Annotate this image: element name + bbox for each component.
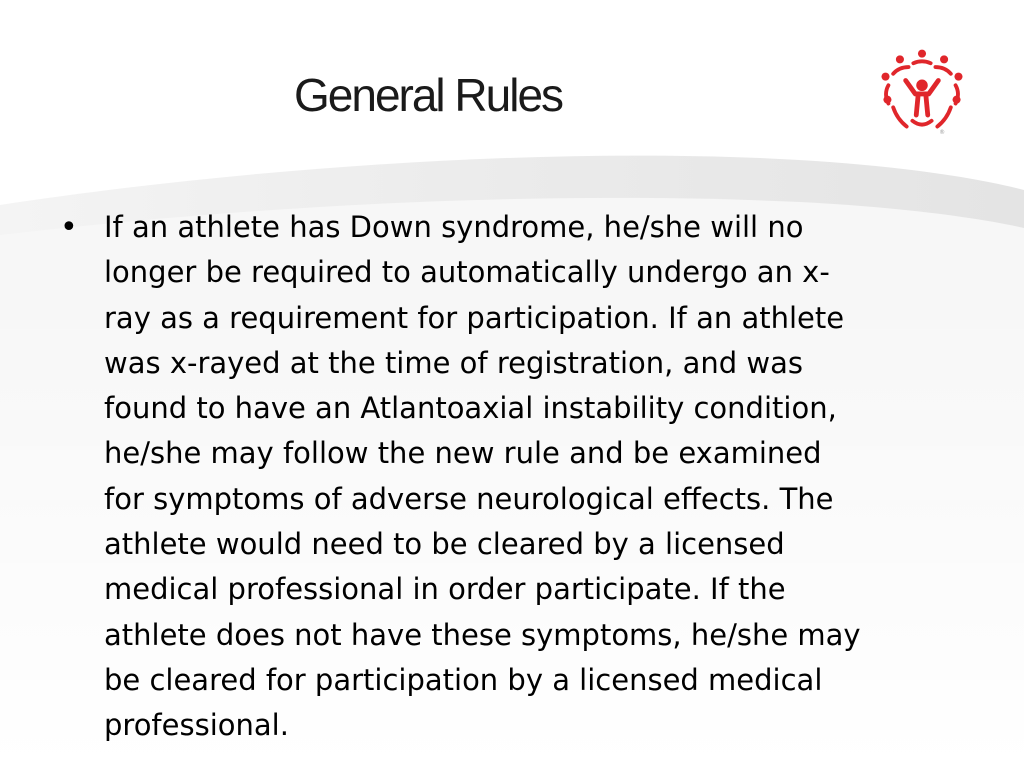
bullet-dot-icon: •: [60, 210, 78, 245]
bullet-list: [60, 205, 930, 749]
list-item: [60, 205, 930, 749]
special-olympics-logo-icon: [874, 44, 970, 140]
svg-text:®: ®: [939, 130, 946, 137]
slide-title: General Rules: [294, 69, 563, 121]
bullet-text: If an athlete has Down syndrome, he/she will no longer be required to automatically undergo an x- ray as a requirement for participation. If an athlete was x-rayed at the time of registration, and was found to have an Atlantoaxial instability condition, he/she may follow the new rule and be examined for symptoms of adverse neurological effects. The athlete would need to be cleared by a licensed medical professional in order participate. If the athlete does not have these symptoms, he/she may be cleared for participation by a licensed medical professional.: [104, 210, 861, 743]
